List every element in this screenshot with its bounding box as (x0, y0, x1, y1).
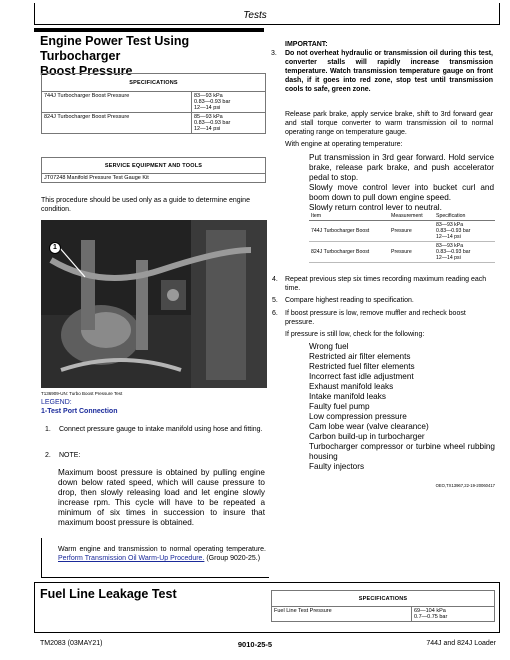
page-number: 9010-25-5 (237, 640, 273, 649)
measure-spec (434, 242, 495, 263)
list-item: Put transmission in 3rd gear forward. Hold service brake, release park brake, and push accelerator pedal to stop. (309, 153, 494, 182)
step-number: 2. (45, 452, 51, 459)
step-text: Repeat previous step six times recording maximum reading each time. (285, 276, 487, 292)
fuel-test-title: Fuel Line Leakage Test (40, 587, 177, 601)
list-item: Carbon build-up in turbocharger (309, 432, 425, 441)
measure-spec (434, 221, 495, 242)
spec-value: 0.83—0.93 bar (194, 120, 231, 126)
important-text: Do not overheat hydraulic or transmission oil during this test, converter stalls will rapidly increase transmission temperature. Watch transmission temperature gauge on front dash, if it goes into red zone, stop test until transmission cools to safe, green zone. (285, 50, 493, 93)
legend-title: LEGEND: (41, 399, 72, 406)
list-item: Faulty injectors (309, 462, 365, 471)
fuel-spec-table (271, 590, 495, 622)
engine-test-title-line1: Engine Power Test Using Turbocharger (40, 34, 190, 63)
list-item: Cam lobe wear (valve clearance) (309, 422, 429, 431)
step-2 (45, 451, 265, 460)
spec-value: 0.83—0.93 bar (436, 228, 471, 234)
warmup-group: (Group 9020-25.) (206, 555, 261, 562)
boost-pressure-photo (41, 220, 267, 388)
list-item: Restricted fuel filter elements (309, 362, 415, 371)
step-text: Connect pressure gauge to intake manifold using hose and fitting. (59, 426, 263, 433)
footer-right: 744J and 824J Loader (426, 640, 496, 647)
right-rule (499, 582, 500, 633)
figure-caption: T136909-UN: Turbo Boost Pressure Test (41, 391, 123, 396)
step-1 (45, 425, 265, 434)
step-4 (272, 275, 494, 293)
still-low-text: If pressure is still low, check for the following: (285, 331, 425, 338)
check-list (309, 342, 495, 472)
engine-photo-illustration (41, 220, 267, 388)
spec-value: 83—93 kPa (194, 93, 223, 99)
spec-value: 0.83—0.93 bar (436, 249, 471, 255)
spec-values (192, 113, 266, 134)
list-item: Slowly move control lever into bucket curl and boom down to pull down engine speed. (309, 183, 494, 202)
engine-test-title-line2: Boost Pressure (40, 64, 133, 78)
column-header: Specification (434, 212, 495, 221)
list-item: Slowly return control lever to neutral. (309, 203, 442, 212)
list-item: Incorrect fast idle adjustment (309, 372, 414, 381)
section-header: Tests (243, 10, 267, 21)
note-label: NOTE: (59, 452, 81, 459)
spec-value: 83—93 kPa (436, 222, 464, 228)
tools-table (41, 157, 266, 183)
section-divider (34, 582, 500, 583)
step-text: If boost pressure is low, remove muffler and recheck boost pressure. (285, 310, 466, 326)
reference-code: OEO,TX13967,22-19-20060417 (435, 483, 495, 488)
tool-item: JT07248 Manifold Pressure Test Gauge Kit (42, 174, 266, 183)
table-row (42, 174, 266, 183)
step-text: Compare highest reading to specification. (285, 297, 414, 304)
list-item: Exhaust manifold leaks (309, 382, 394, 391)
table-row (42, 92, 266, 113)
with-engine-text: With engine at operating temperature: (285, 141, 403, 148)
intro-text: This procedure should be used only as a guide to determine engine condition. (41, 197, 250, 213)
warmup-procedure-link[interactable]: Perform Transmission Oil Warm-Up Procedure. (58, 555, 205, 562)
spec-values (192, 92, 266, 113)
step-3-number: 3. (271, 50, 277, 57)
table-row (309, 242, 495, 263)
column-header: Item (309, 212, 389, 221)
warmup-instruction: Warm engine and transmission to normal operating temperature. (58, 546, 266, 553)
callout-1: 1 (49, 242, 61, 254)
important-label: IMPORTANT: (285, 41, 328, 48)
spec-value: 0.83—0.93 bar (194, 99, 231, 105)
step-number: 1. (45, 426, 51, 433)
action-list (309, 153, 494, 213)
spec-value: 12—14 psi (436, 255, 461, 261)
tools-heading: SERVICE EQUIPMENT AND TOOLS (42, 158, 266, 174)
measure-type: Pressure (389, 221, 434, 242)
step-number: 6. (272, 310, 278, 317)
measure-item: 824J Turbocharger Boost (309, 242, 389, 263)
left-rule (34, 582, 35, 633)
spec-value: 0.7—0.75 bar (414, 614, 448, 620)
step-6 (272, 309, 494, 327)
spec-value: 83—93 kPa (436, 243, 464, 249)
warmup-text (58, 545, 266, 563)
spec-item: Fuel Line Test Pressure (272, 607, 412, 622)
measure-type: Pressure (389, 242, 434, 263)
spec-value: 12—14 psi (436, 234, 461, 240)
column-header: Measurement (389, 212, 434, 221)
list-item: Faulty fuel pump (309, 402, 370, 411)
note-text: Maximum boost pressure is obtained by pulling engine down below rated speed, which will cause pressure to drop, then slowly releasing load and let engine slowly increase rpm. This cycle will have to be repeated a minimum of six times in succession to insure that maximum boost pressure is obtained. (58, 468, 265, 527)
step-number: 4. (272, 276, 278, 283)
measurement-table (309, 212, 495, 263)
spec-value: 12—14 psi (194, 126, 221, 132)
table-row (42, 113, 266, 134)
list-item: Wrong fuel (309, 342, 349, 351)
footer-left: TM2083 (03MAY21) (40, 640, 103, 647)
measure-item: 744J Turbocharger Boost (309, 221, 389, 242)
fuel-spec-heading: SPECIFICATIONS (272, 591, 495, 607)
spec-value: 12—14 psi (194, 105, 221, 111)
spec-values (412, 607, 495, 622)
list-item: Restricted air filter elements (309, 352, 411, 361)
footer-rule (34, 632, 500, 633)
legend-item: 1-Test Port Connection (41, 408, 118, 415)
list-item: Turbocharger compressor or turbine wheel rubbing housing (309, 442, 495, 461)
step-number: 5. (272, 297, 278, 304)
release-text: Release park brake, apply service brake, shift to 3rd forward gear and stall torque converter to warm transmission oil to normal operating range on temperature gauge. (285, 111, 493, 136)
list-item: Low compression pressure (309, 412, 407, 421)
title-rule (34, 28, 264, 32)
spec-item: 744J Turbocharger Boost Pressure (42, 92, 192, 113)
table-row (309, 221, 495, 242)
list-item: Intake manifold leaks (309, 392, 386, 401)
spec-heading: SPECIFICATIONS (42, 74, 266, 92)
table-row (272, 607, 495, 622)
step-5 (272, 296, 494, 305)
engine-spec-table (41, 73, 266, 134)
spec-item: 824J Turbocharger Boost Pressure (42, 113, 192, 134)
spec-value: 85—93 kPa (194, 114, 223, 120)
spec-value: 69—104 kPa (414, 608, 446, 614)
